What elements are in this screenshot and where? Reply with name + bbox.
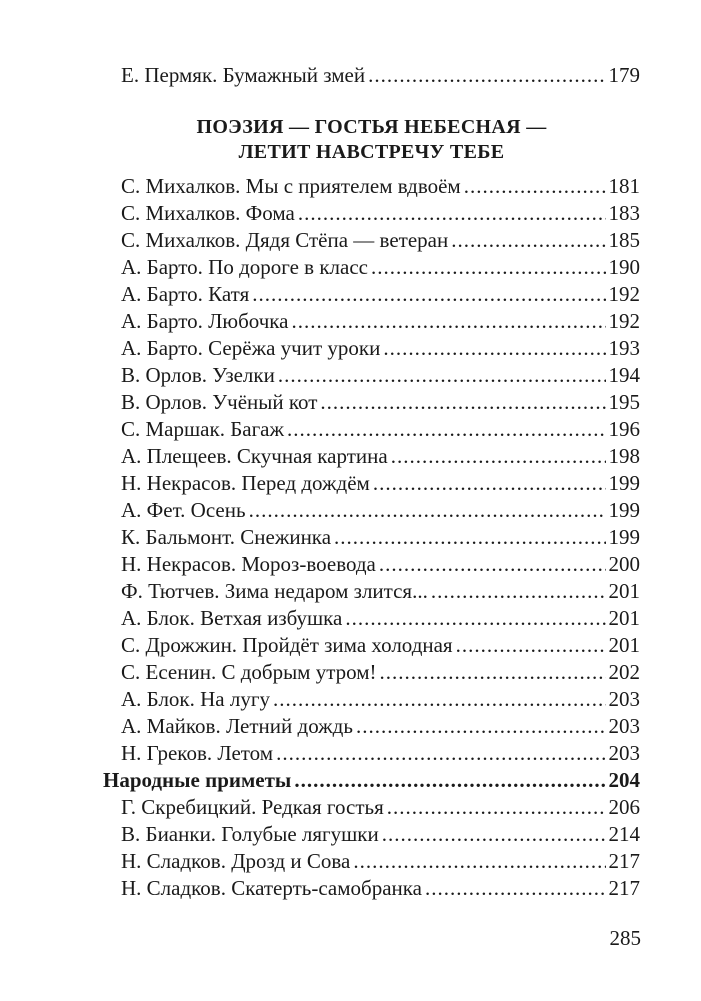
- entry-page: 195: [608, 390, 640, 414]
- entry-page: 202: [608, 660, 640, 684]
- entry-title: С. Дрожжин. Пройдёт зима холодная: [121, 633, 453, 657]
- dot-leader: [425, 875, 606, 902]
- entry-page: 183: [608, 201, 640, 225]
- dot-leader: [456, 632, 606, 659]
- subsection-entry: [103, 767, 640, 794]
- toc-entry: [103, 578, 640, 605]
- entry-page: 201: [608, 579, 640, 603]
- dot-leader: [383, 335, 605, 362]
- toc-entry: [103, 335, 640, 362]
- toc-entry: [103, 470, 640, 497]
- entry-title: К. Бальмонт. Снежинка: [121, 525, 332, 549]
- entry-page: 203: [608, 741, 640, 765]
- section-heading-line: ЛЕТИТ НАВСТРЕЧУ ТЕБЕ: [238, 141, 505, 163]
- toc-entry: [103, 443, 640, 470]
- toc-entry: [103, 200, 640, 227]
- entry-title: С. Михалков. Мы с приятелем вдвоём: [121, 174, 461, 198]
- dot-leader: [292, 308, 606, 335]
- entry-title: Е. Пермяк. Бумажный змей: [121, 63, 366, 87]
- dot-leader: [334, 524, 605, 551]
- entry-page: 203: [608, 714, 640, 738]
- entry-page: 185: [608, 228, 640, 252]
- dot-leader: [379, 551, 606, 578]
- toc-entry: [103, 173, 640, 200]
- entry-page: 190: [608, 255, 640, 279]
- entry-page: 199: [608, 498, 640, 522]
- entry-page: 201: [608, 633, 640, 657]
- entry-page: 192: [608, 282, 640, 306]
- toc-entry: [103, 875, 640, 902]
- dot-leader: [368, 62, 605, 89]
- entry-page: 194: [608, 363, 640, 387]
- dot-leader: [320, 389, 605, 416]
- entry-page: 181: [608, 174, 640, 198]
- toc-entry: [103, 551, 640, 578]
- toc-entry: [103, 686, 640, 713]
- entry-title: Н. Некрасов. Мороз-воевода: [121, 552, 376, 576]
- entry-title: В. Орлов. Учёный кот: [121, 390, 318, 414]
- dot-leader: [380, 659, 606, 686]
- entry-title: А. Блок. Ветхая избушка: [121, 606, 343, 630]
- entry-title: С. Маршак. Багаж: [121, 417, 285, 441]
- toc-entry: [103, 605, 640, 632]
- page-number: 285: [609, 926, 641, 950]
- entry-title: Н. Греков. Летом: [121, 741, 274, 765]
- toc-entry: [103, 227, 640, 254]
- entry-page: 193: [608, 336, 640, 360]
- toc-entry: [103, 389, 640, 416]
- entry-title: Н. Сладков. Дрозд и Сова: [121, 849, 351, 873]
- dot-leader: [464, 173, 606, 200]
- entry-title: Ф. Тютчев. Зима недаром злится...: [121, 579, 428, 603]
- dot-leader: [391, 443, 606, 470]
- entry-title: С. Есенин. С добрым утром!: [121, 660, 377, 684]
- entry-title: А. Плещеев. Скучная картина: [121, 444, 388, 468]
- toc-entry: [103, 308, 640, 335]
- entry-title: А. Барто. Любочка: [121, 309, 289, 333]
- dot-leader: [276, 740, 605, 767]
- entry-title: Г. Скребицкий. Редкая гостья: [121, 795, 384, 819]
- entry-page: 217: [608, 876, 640, 900]
- toc-entry: [103, 524, 640, 551]
- toc-entry: [103, 254, 640, 281]
- dot-leader: [252, 281, 605, 308]
- entry-page: 196: [608, 417, 640, 441]
- dot-leader: [298, 200, 606, 227]
- entry-page: 206: [608, 795, 640, 819]
- section-heading: [103, 115, 640, 165]
- entry-title: А. Майков. Летний дождь: [121, 714, 353, 738]
- subsection-title: Народные приметы: [103, 768, 292, 792]
- entry-page: 179: [608, 63, 640, 87]
- section-heading-line: ПОЭЗИЯ — ГОСТЬЯ НЕБЕСНАЯ —: [196, 116, 547, 138]
- toc-entry: [103, 62, 640, 89]
- toc-entry: [103, 416, 640, 443]
- entry-title: А. Барто. Катя: [121, 282, 250, 306]
- entry-page: 203: [608, 687, 640, 711]
- entry-page: 200: [608, 552, 640, 576]
- dot-leader: [287, 416, 605, 443]
- dot-leader: [371, 254, 606, 281]
- toc-entry: [103, 713, 640, 740]
- toc-entry: [103, 848, 640, 875]
- dot-leader: [278, 362, 606, 389]
- dot-leader: [356, 713, 606, 740]
- toc-entry: [103, 362, 640, 389]
- dot-leader: [353, 848, 605, 875]
- toc-entry: [103, 632, 640, 659]
- dot-leader: [451, 227, 605, 254]
- toc-entry: [103, 659, 640, 686]
- toc-entry: [103, 821, 640, 848]
- entry-title: А. Барто. Серёжа учит уроки: [121, 336, 381, 360]
- entry-title: С. Михалков. Фома: [121, 201, 295, 225]
- toc-entry: [103, 497, 640, 524]
- dot-leader: [249, 497, 606, 524]
- dot-leader: [273, 686, 606, 713]
- subsection-page: 204: [608, 768, 640, 792]
- entry-title: А. Блок. На лугу: [121, 687, 270, 711]
- entry-page: 192: [608, 309, 640, 333]
- dot-leader: [382, 821, 606, 848]
- entry-title: А. Барто. По дороге в класс: [121, 255, 368, 279]
- entry-page: 198: [608, 444, 640, 468]
- entry-title: В. Бианки. Голубые лягушки: [121, 822, 379, 846]
- entry-title: С. Михалков. Дядя Стёпа — ветеран: [121, 228, 449, 252]
- dot-leader: [431, 578, 606, 605]
- toc-entry: [103, 740, 640, 767]
- toc-entry: [103, 794, 640, 821]
- dot-leader: [345, 605, 605, 632]
- dot-leader: [373, 470, 606, 497]
- table-of-contents: [103, 62, 640, 902]
- toc-entry: [103, 281, 640, 308]
- entry-title: Н. Некрасов. Перед дождём: [121, 471, 370, 495]
- entry-page: 201: [608, 606, 640, 630]
- entry-page: 217: [608, 849, 640, 873]
- entry-page: 214: [608, 822, 640, 846]
- entry-title: А. Фет. Осень: [121, 498, 246, 522]
- entry-title: Н. Сладков. Скатерть-самобранка: [121, 876, 422, 900]
- dot-leader: [387, 794, 606, 821]
- entry-page: 199: [608, 471, 640, 495]
- dot-leader: [294, 767, 605, 794]
- entry-title: В. Орлов. Узелки: [121, 363, 275, 387]
- entry-page: 199: [608, 525, 640, 549]
